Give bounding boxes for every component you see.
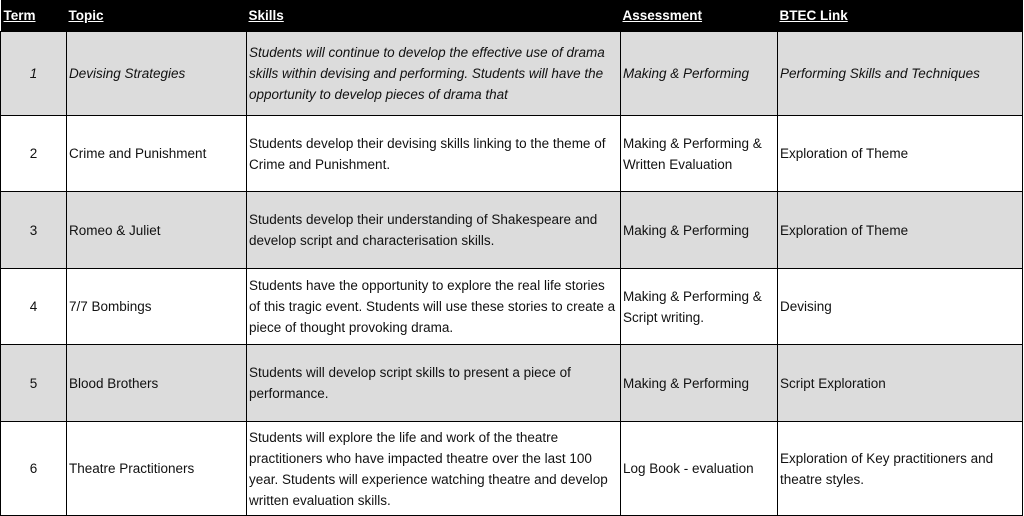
assessment-cell: Making & Performing <box>621 345 778 422</box>
term-cell: 4 <box>1 269 67 345</box>
assessment-cell: Making & Performing & Script writing. <box>621 269 778 345</box>
table-row <box>1 116 1023 192</box>
term-cell: 5 <box>1 345 67 422</box>
term-header: Term <box>1 0 67 32</box>
term-cell: 3 <box>1 192 67 269</box>
topic-cell: Crime and Punishment <box>67 116 247 192</box>
assessment-cell: Making & Performing <box>621 32 778 116</box>
topic-header: Topic <box>67 0 247 32</box>
skills-cell: Students will continue to develop the effective use of drama skills within devising and performing. Students will have the opportunity to develop pieces of drama that <box>247 32 621 116</box>
term-cell: 6 <box>1 422 67 516</box>
topic-cell: Romeo & Juliet <box>67 192 247 269</box>
assessment-cell: Making & Performing <box>621 192 778 269</box>
term-cell: 2 <box>1 116 67 192</box>
topic-cell: Theatre Practitioners <box>67 422 247 516</box>
skills-cell: Students have the opportunity to explore the real life stories of this tragic event. Students will use these stories to create a piece of thought provoking drama. <box>247 269 621 345</box>
btec-header: BTEC Link <box>778 0 1023 32</box>
topic-cell: 7/7 Bombings <box>67 269 247 345</box>
table-row <box>1 32 1023 116</box>
assessment-cell: Making & Performing & Written Evaluation <box>621 116 778 192</box>
topic-cell: Blood Brothers <box>67 345 247 422</box>
skills-header: Skills <box>247 0 621 32</box>
term-cell: 1 <box>1 32 67 116</box>
btec-cell: Devising <box>778 269 1023 345</box>
assessment-header: Assessment <box>621 0 778 32</box>
table-row <box>1 192 1023 269</box>
skills-cell: Students will explore the life and work of the theatre practitioners who have impacted theatre over the last 100 year. Students will experience watching theatre and develop written evaluation skills. <box>247 422 621 516</box>
btec-cell: Performing Skills and Techniques <box>778 32 1023 116</box>
assessment-cell: Log Book - evaluation <box>621 422 778 516</box>
header-row <box>1 0 1023 32</box>
btec-cell: Exploration of Key practitioners and theatre styles. <box>778 422 1023 516</box>
skills-cell: Students develop their devising skills linking to the theme of Crime and Punishment. <box>247 116 621 192</box>
topic-cell: Devising Strategies <box>67 32 247 116</box>
skills-cell: Students develop their understanding of Shakespeare and develop script and characterisation skills. <box>247 192 621 269</box>
skills-cell: Students will develop script skills to present a piece of performance. <box>247 345 621 422</box>
btec-cell: Script Exploration <box>778 345 1023 422</box>
table-row <box>1 269 1023 345</box>
btec-cell: Exploration of Theme <box>778 192 1023 269</box>
btec-cell: Exploration of Theme <box>778 116 1023 192</box>
table-row <box>1 345 1023 422</box>
table-row <box>1 422 1023 516</box>
